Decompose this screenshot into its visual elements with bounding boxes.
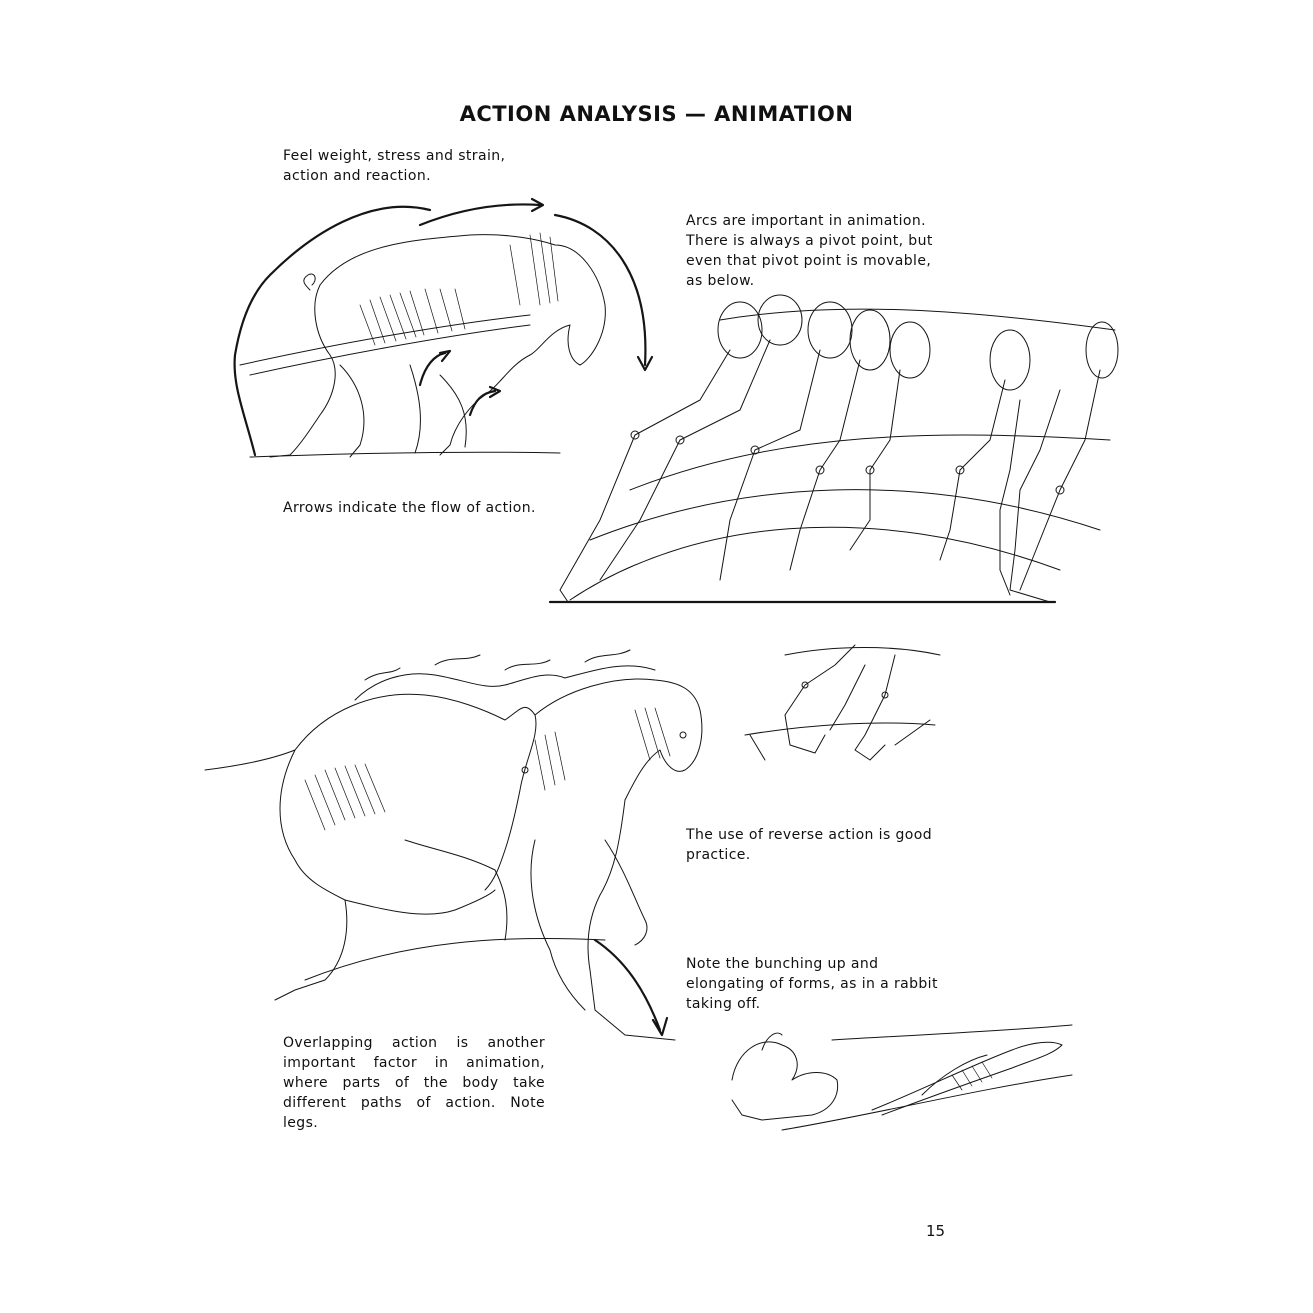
reverse-leg-sketch <box>745 635 945 785</box>
rabbit-stretch-sketch <box>722 1020 1082 1150</box>
caption-reverse-action: The use of reverse action is good practice. <box>686 827 933 863</box>
page-number: 15 <box>926 1222 946 1240</box>
flow-arrow-arc <box>235 207 430 455</box>
flow-arrow-top <box>420 204 540 225</box>
caption-overlapping: Overlapping action is another important factor in animation, where parts of the body take different paths of action. Note legs. <box>283 1035 545 1131</box>
galloping-horses-sketch <box>205 640 715 1060</box>
caption-arrows: Arrows indicate the flow of action. <box>283 500 536 516</box>
caption-arcs: Arcs are important in animation. There is always a pivot point, but even that pivot point is movable, as below. <box>686 213 933 289</box>
leg-arc-sequence-sketch <box>540 290 1130 610</box>
page-title: ACTION ANALYSIS — ANIMATION <box>459 102 854 126</box>
caption-feel-weight: Feel weight, stress and strain, action and reaction. <box>283 148 506 184</box>
caption-bunching: Note the bunching up and elongating of forms, as in a rabbit taking off. <box>686 956 938 1012</box>
